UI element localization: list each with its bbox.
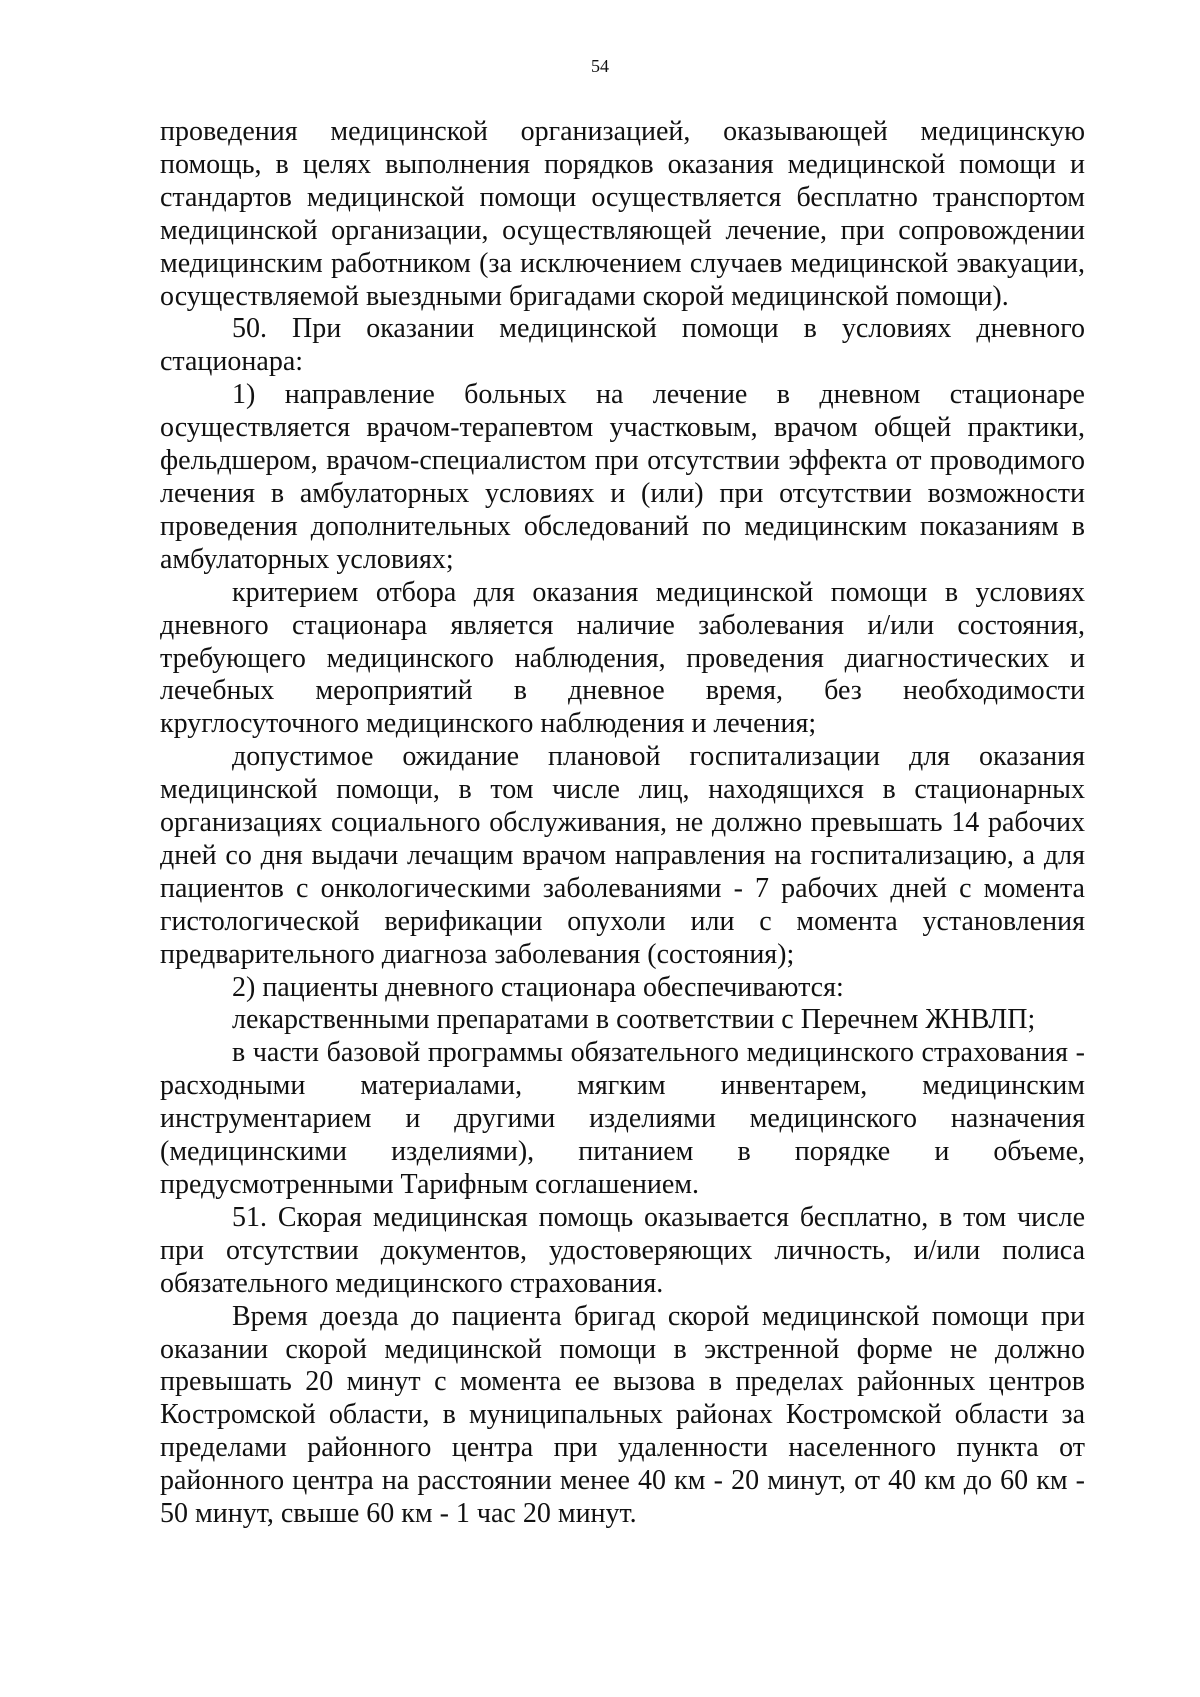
paragraph-waiting-time: допустимое ожидание плановой госпитализации для оказания медицинской помощи, в том числе лиц, находящихся в стационарных организациях социального обслуживания, не должно превышать 14 рабочих дней со дня выдачи лечащим врачом направления на госпитализацию, а для пациентов с онкологическими заболеваниями - 7 рабочих дней с момента гистологической верификации опухоли или с момента установления предварительного диагноза заболевания (состояния); xyxy=(160,741,1085,970)
paragraph-item-51: 51. Скорая медицинская помощь оказывается бесплатно, в том числе при отсутствии документов, удостоверяющих личность, и/или полиса обязательного медицинского страхования. xyxy=(160,1201,1085,1299)
paragraph-subitem-1: 1) направление больных на лечение в дневном стационаре осуществляется врачом-терапевтом участковым, врачом общей практики, фельдшером, врачом-специалистом при отсутствии эффекта от проводимого лечения в амбулаторных условиях и (или) при отсутствии возможности проведения дополнительных обследований по медицинским показаниям в амбулаторных условиях; xyxy=(160,379,1085,575)
paragraph-basic-program: в части базовой программы обязательного медицинского страхования - расходными материалами, мягким инвентарем, медицинским инструментарием и другими изделиями медицинского назначения (медицинскими изделиями), питанием в порядке и объеме, предусмотренными Тарифным соглашением. xyxy=(160,1037,1085,1200)
paragraph-medicines: лекарственными препаратами в соответствии с Перечнем ЖНВЛП; xyxy=(232,1004,1036,1036)
paragraph-arrival-time: Время доезда до пациента бригад скорой медицинской помощи при оказании скорой медицинской помощи в экстренной форме не должно превышать 20 минут с момента ее вызова в пределах районных центров Костромской области, в муниципальных районах Костромской области за пределами районного центра при удаленности населенного пункта от районного центра на расстоянии менее 40 км - 20 минут, от 40 км до 60 км - 50 минут, свыше 60 км - 1 час 20 минут. xyxy=(160,1300,1085,1530)
document-body xyxy=(160,116,1085,1531)
paragraph-continuation: проведения медицинской организацией, оказывающей медицинскую помощь, в целях выполнения порядков оказания медицинской помощи и стандартов медицинской помощи осуществляется бесплатно транспортом медицинской организации, осуществляющей лечение, при сопровождении медицинским работником (за исключением случаев медицинской эвакуации, осуществляемой выездными бригадами скорой медицинской помощи). xyxy=(160,116,1085,312)
paragraph-subitem-2: 2) пациенты дневного стационара обеспечиваются: xyxy=(232,971,844,1003)
paragraph-selection-criteria: критерием отбора для оказания медицинской помощи в условиях дневного стационара является наличие заболевания и/или состояния, требующего медицинского наблюдения, проведения диагностических и лечебных мероприятий в дневное время, без необходимости круглосуточного медицинского наблюдения и лечения; xyxy=(160,576,1085,740)
page-number: 54 xyxy=(591,56,609,76)
paragraph-item-50: 50. При оказании медицинской помощи в условиях дневного стационара: xyxy=(160,313,1085,378)
